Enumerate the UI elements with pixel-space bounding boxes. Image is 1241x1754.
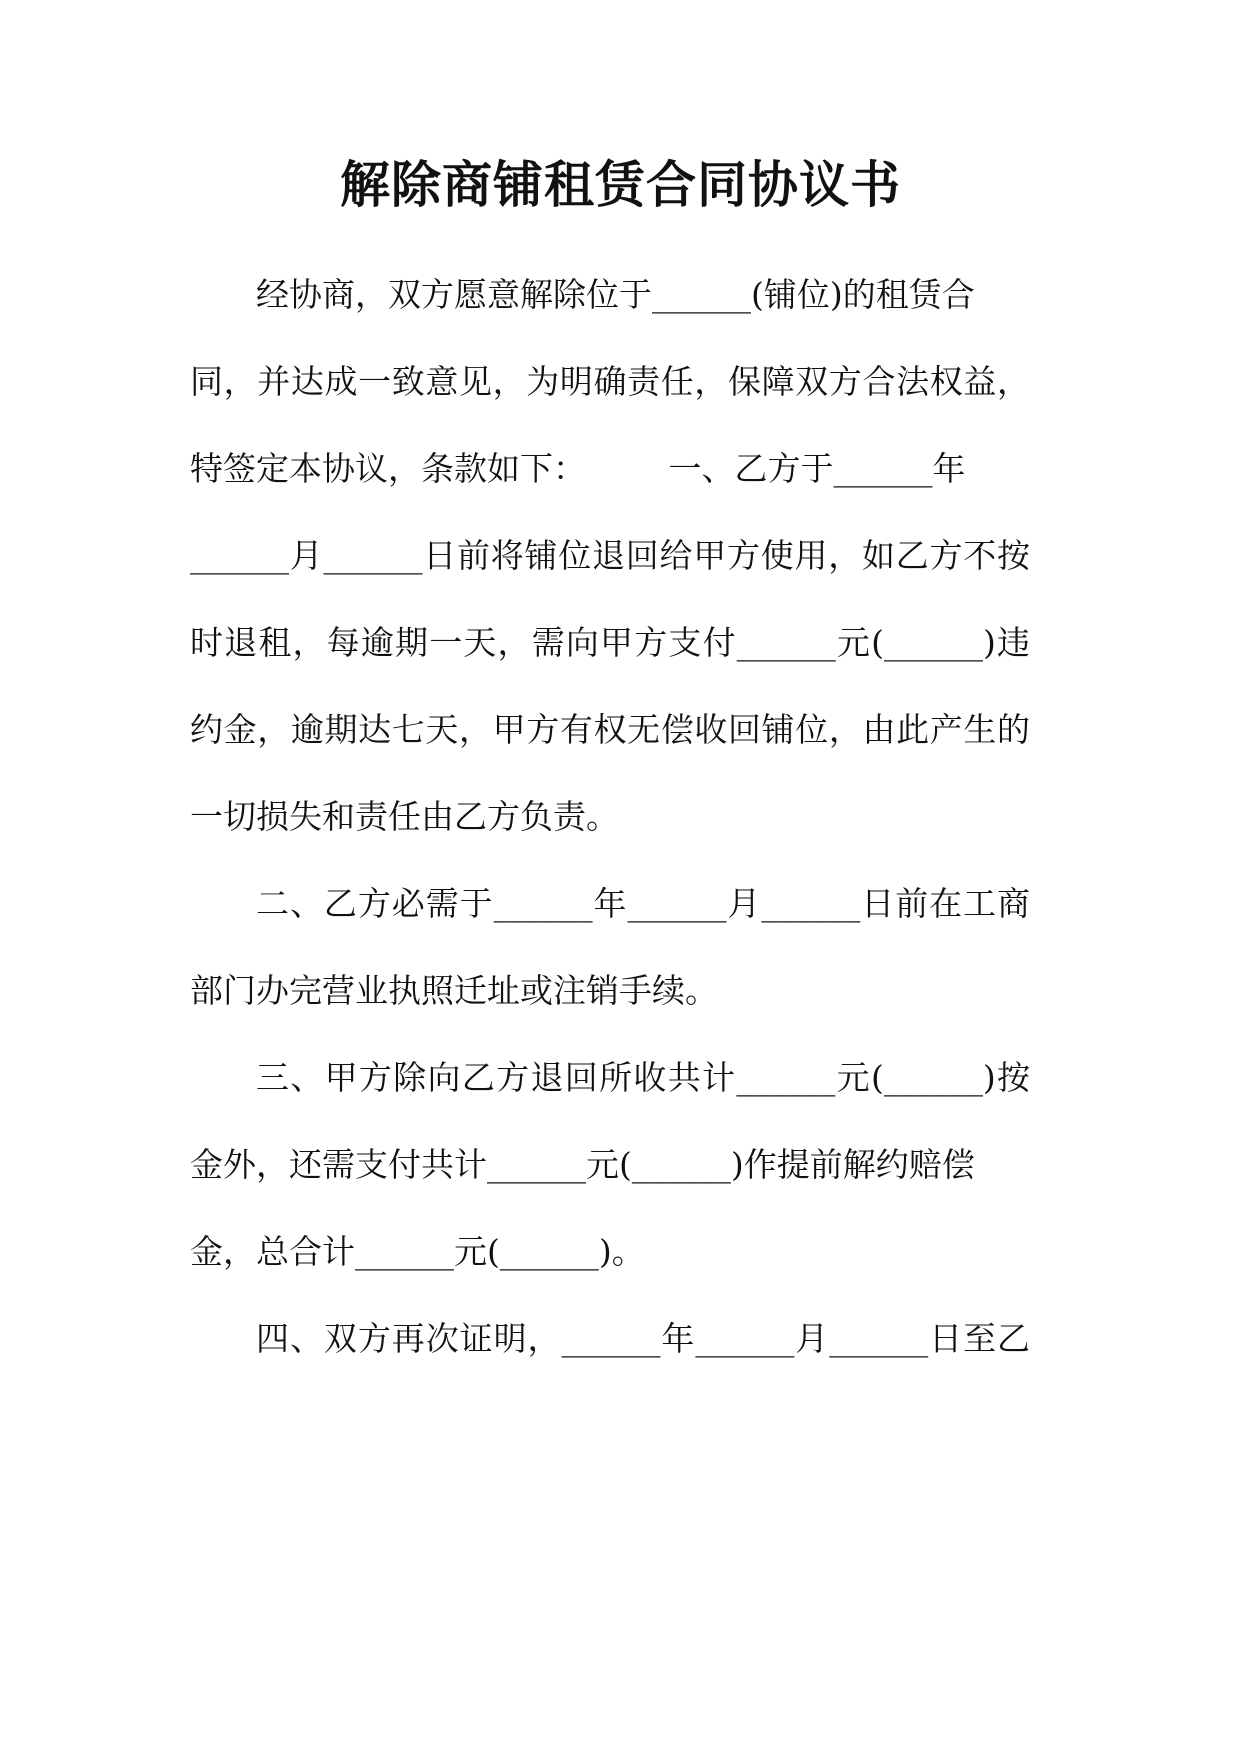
paragraph-intro-line-2: 同，并达成一致意见，为明确责任，保障双方合法权益， xyxy=(190,362,1030,401)
clause-1-line-3: 时退租，每逾期一天，需向甲方支付______元(______)违 xyxy=(190,623,1030,662)
document-title: 解除商铺租赁合同协议书 xyxy=(340,155,901,214)
paragraph-intro-line-1: 经协商，双方愿意解除位于______(铺位)的租赁合 xyxy=(256,275,975,314)
clause-1-line-5: 一切损失和责任由乙方负责。 xyxy=(190,797,619,836)
clause-1-line-2: ______月______日前将铺位退回给甲方使用，如乙方不按 xyxy=(190,536,1030,575)
clause-3-line-2: 金外，还需支付共计______元(______)作提前解约赔偿 xyxy=(190,1145,975,1184)
clause-3-line-1: 三、甲方除向乙方退回所收共计______元(______)按 xyxy=(256,1058,1030,1097)
clause-3-line-3: 金，总合计______元(______)。 xyxy=(190,1232,645,1271)
clause-2-line-1: 二、乙方必需于______年______月______日前在工商 xyxy=(256,884,1030,923)
paragraph-intro-line-3: 特签定本协议，条款如下： 一、乙方于______年 xyxy=(190,449,966,488)
clause-4-line-1: 四、双方再次证明，______年______月______日至乙 xyxy=(256,1319,1030,1358)
clause-2-line-2: 部门办完营业执照迁址或注销手续。 xyxy=(190,971,718,1010)
clause-1-line-4: 约金，逾期达七天，甲方有权无偿收回铺位，由此产生的 xyxy=(190,710,1030,749)
